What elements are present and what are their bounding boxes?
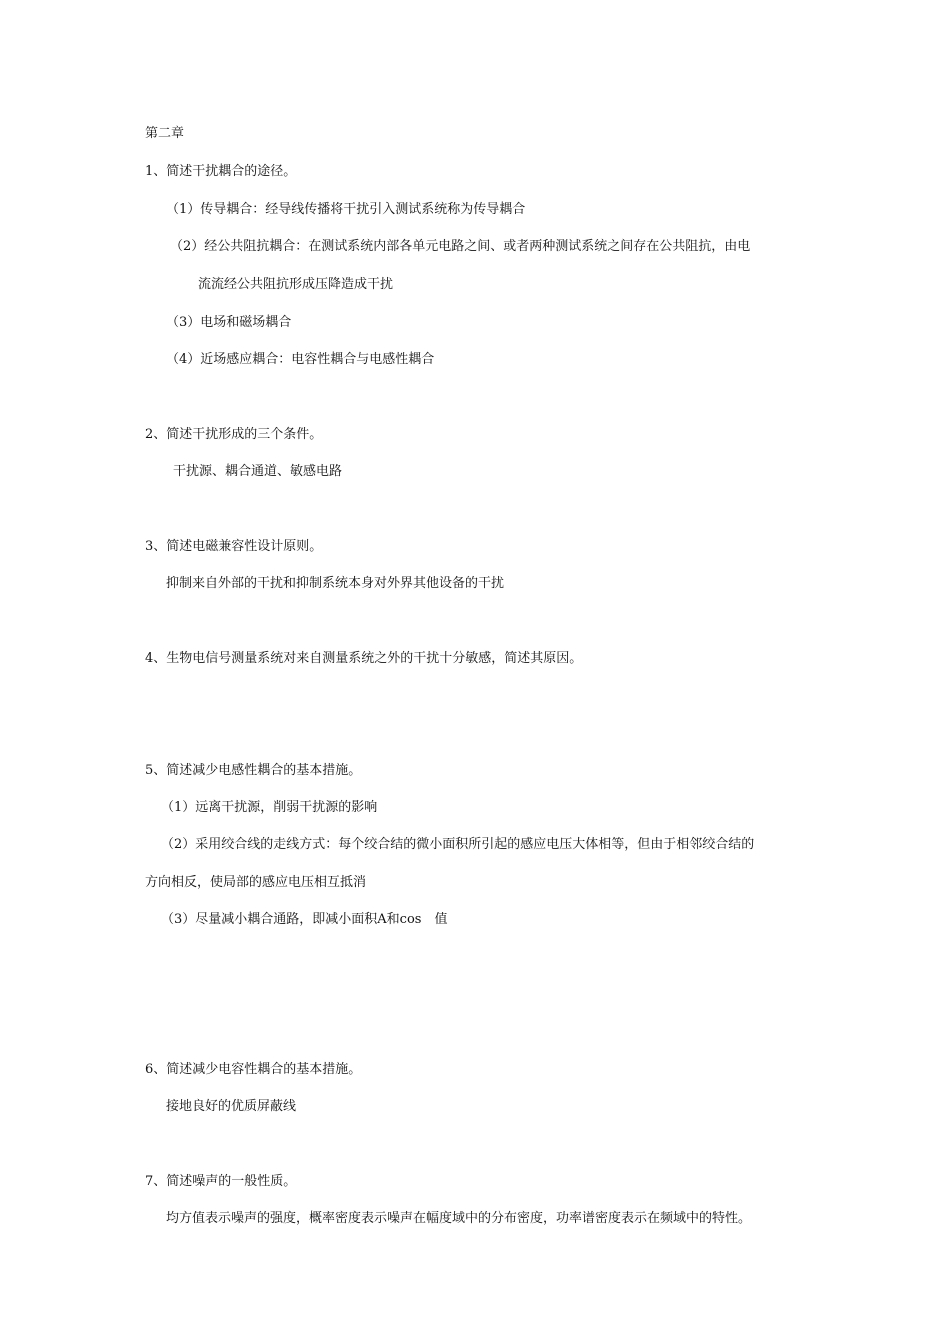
question-1-item: （4）近场感应耦合：电容性耦合与电感性耦合 [166, 352, 435, 367]
question-5-item: （2）采用绞合线的走线方式：每个绞合结的微小面积所引起的感应电压大体相等，但由于相邻绞合结的 [161, 837, 755, 852]
question-2-answer: 干扰源、耦合通道、敏感电路 [173, 464, 343, 479]
question-5-item: 方向相反，使局部的感应电压相互抵消 [145, 875, 367, 890]
question-1-item: （2）经公共阻抗耦合：在测试系统内部各单元电路之间、或者两种测试系统之间存在公共阻抗，由电 [170, 239, 751, 254]
question-1-item: （3）电场和磁场耦合 [166, 315, 292, 330]
question-1-item: 流流经公共阻抗形成压降造成干扰 [198, 277, 394, 292]
question-5-item: （3）尽量减小耦合通路，即减小面积A和cos 值 [161, 912, 448, 927]
question-1-title: 1、简述干扰耦合的途径。 [145, 164, 297, 179]
question-1-item: （1）传导耦合：经导线传播将干扰引入测试系统称为传导耦合 [166, 202, 526, 217]
question-7-title: 7、简述噪声的一般性质。 [145, 1174, 297, 1189]
question-5-item: （1）远离干扰源，削弱干扰源的影响 [161, 800, 378, 815]
chapter-heading: 第二章 [145, 126, 185, 141]
question-3-answer: 抑制来自外部的干扰和抑制系统本身对外界其他设备的干扰 [166, 576, 505, 591]
question-2-title: 2、简述干扰形成的三个条件。 [145, 427, 323, 442]
question-6-title: 6、简述减少电容性耦合的基本措施。 [145, 1062, 362, 1077]
question-5-title: 5、简述减少电感性耦合的基本措施。 [145, 763, 362, 778]
question-7-answer: 均方值表示噪声的强度，概率密度表示噪声在幅度域中的分布密度，功率谱密度表示在频域中的特性。 [166, 1211, 752, 1226]
question-3-title: 3、简述电磁兼容性设计原则。 [145, 539, 323, 554]
question-6-answer: 接地良好的优质屏蔽线 [166, 1099, 297, 1114]
question-4-title: 4、生物电信号测量系统对来自测量系统之外的干扰十分敏感，简述其原因。 [145, 651, 583, 666]
